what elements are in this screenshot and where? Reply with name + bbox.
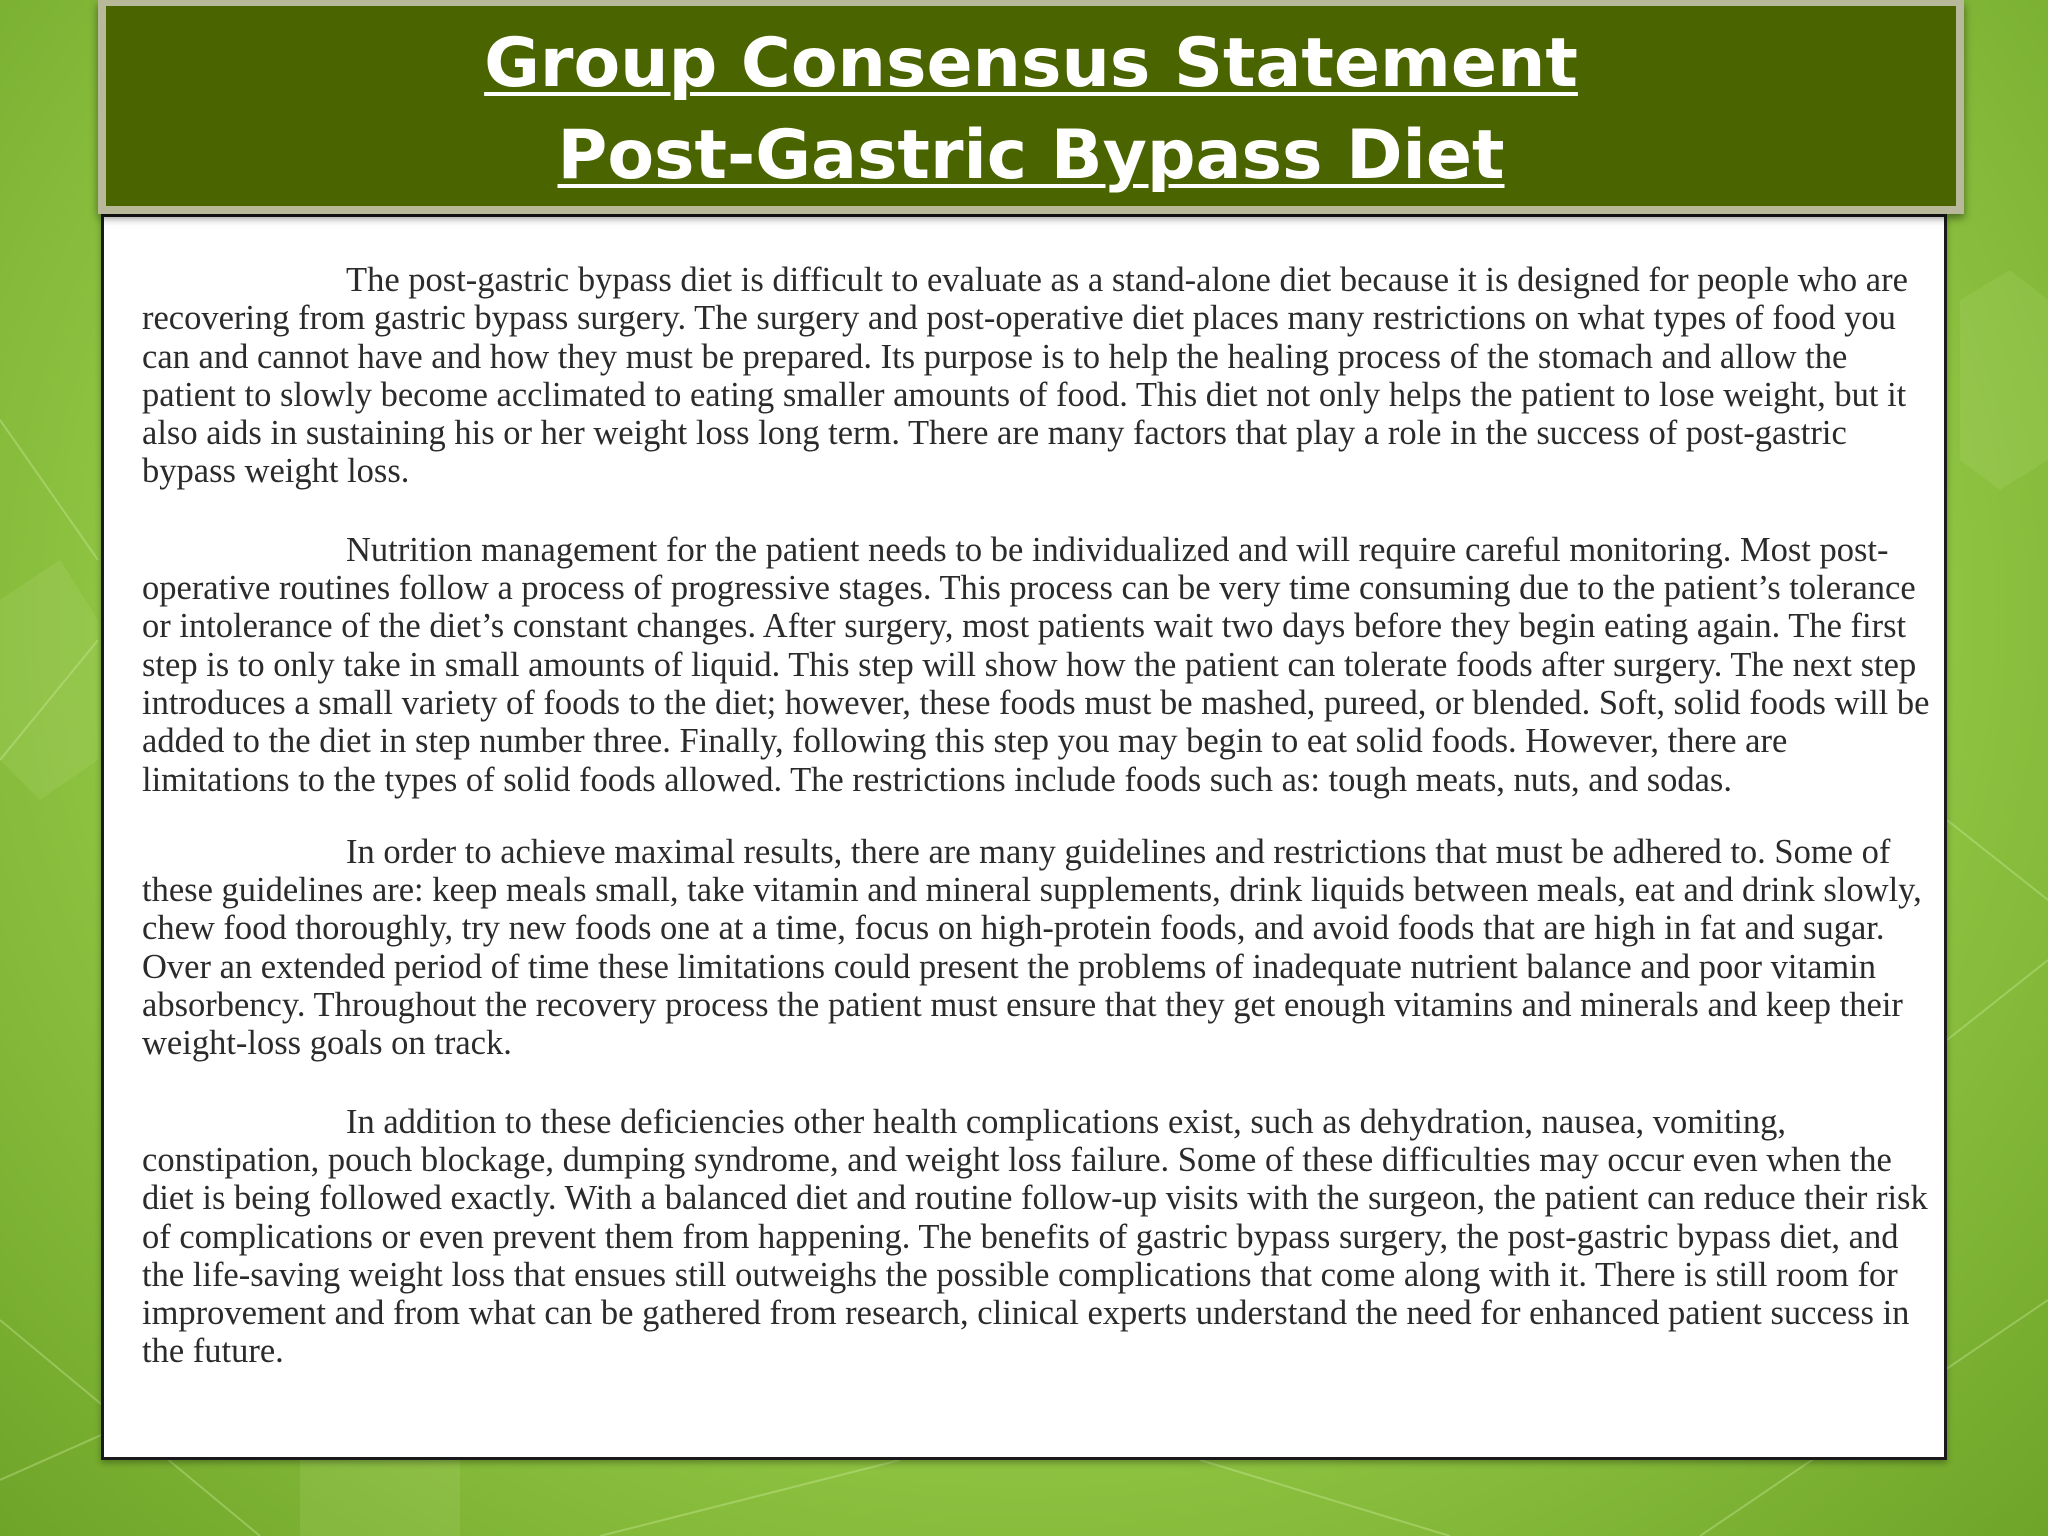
paragraph-4: In addition to these deficiencies other health complications exist, such as dehydration, nausea, vomiting, constipation, pouch blockage, dumping syndrome, and weight loss failure. Some of these difficulties may occur even when the diet is being followed exactly. With a balanced diet and routine follow-up visits with the surgeon, the patient can reduce their risk of complications or even prevent them from happening. The benefits of gastric bypass surgery, the post-gastric bypass diet, and the life-saving weight loss that ensues still outweighs the possible complications that come along with it. There is still room for improvement and from what can be gathered from research, clinical experts understand the need for enhanced patient success in the future. — [142, 1102, 1928, 1371]
paragraph-2: Nutrition management for the patient needs to be individualized and will require careful monitoring. Most post-operative routines follow a process of progressive stages. This process can be very time consuming due to the patient’s tolerance or intolerance of the diet’s constant changes. After surgery, most patients wait two days before they begin eating again. The first step is to only take in small amounts of liquid. This step will show how the patient can tolerate foods after surgery. The next step introduces a small variety of foods to the diet; however, these foods must be mashed, pureed, or blended. Soft, solid foods will be added to the diet in step number three. Finally, following this step you may begin to eat solid foods. However, there are limitations to the types of solid foods allowed. The restrictions include foods such as: tough meats, nuts, and sodas. — [142, 530, 1930, 799]
content-panel — [101, 214, 1947, 1460]
title-banner — [98, 0, 1964, 214]
paragraph-3: In order to achieve maximal results, there are many guidelines and restrictions that must be adhered to. Some of these guidelines are: keep meals small, take vitamin and mineral supplements, drink liquids between meals, eat and drink slowly, chew food thoroughly, try new foods one at a time, focus on high-protein foods, and avoid foods that are high in fat and sugar. Over an extended period of time these limitations could present the problems of inadequate nutrient balance and poor vitamin absorbency. Throughout the recovery process the patient must ensure that they get enough vitamins and minerals and keep their weight-loss goals on track. — [142, 832, 1922, 1063]
paragraph-1: The post-gastric bypass diet is difficult to evaluate as a stand-alone diet because it is designed for people who are recovering from gastric bypass surgery. The surgery and post-operative diet places many restrictions on what types of food you can and cannot have and how they must be prepared. Its purpose is to help the healing process of the stomach and allow the patient to slowly become acclimated to eating smaller amounts of food. This diet not only helps the patient to lose weight, but it also aids in sustaining his or her weight loss long term. There are many factors that play a role in the success of post-gastric bypass weight loss. — [142, 261, 1908, 491]
title-line-2: Post-Gastric Bypass Diet — [557, 116, 1505, 195]
title-line-1: Group Consensus Statement — [484, 24, 1578, 103]
